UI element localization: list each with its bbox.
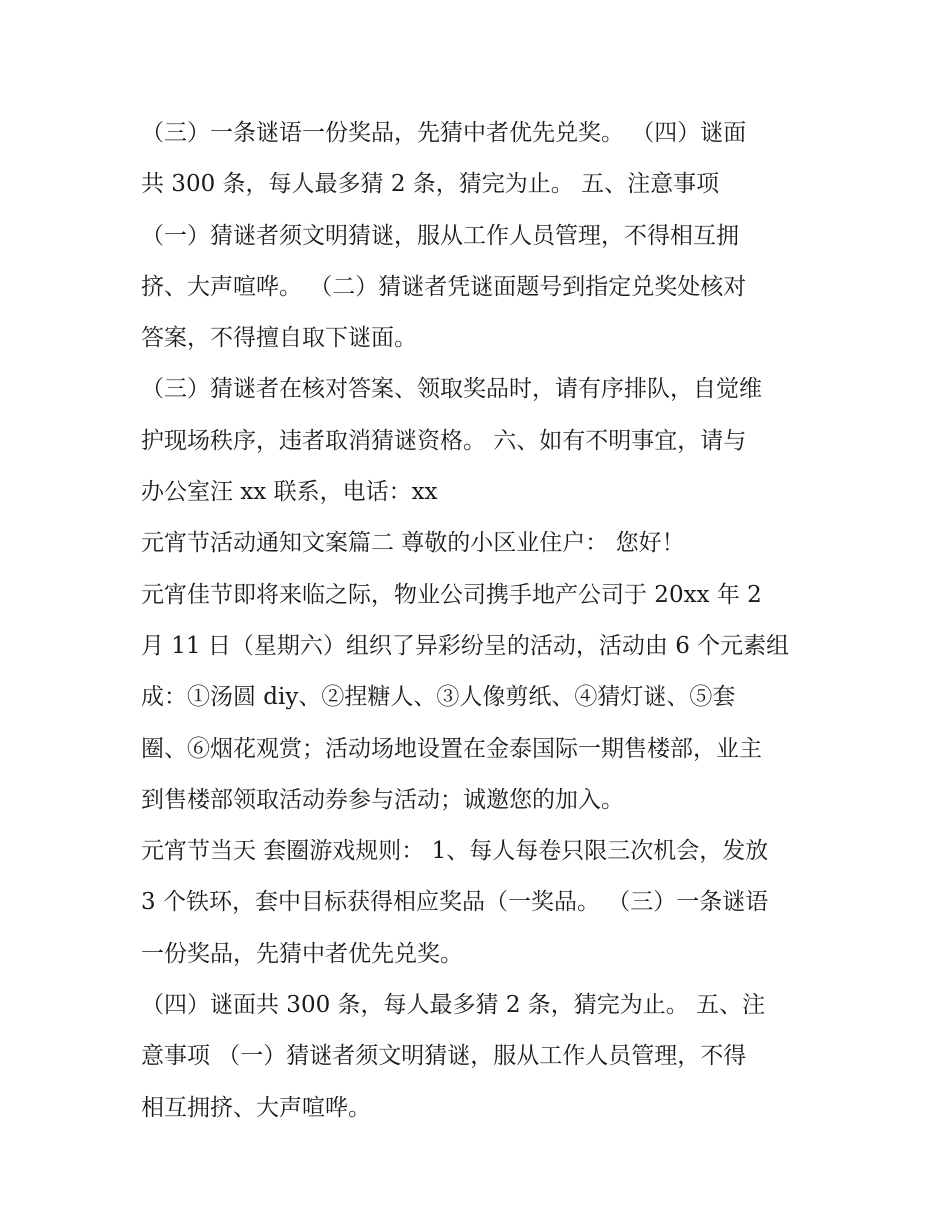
text-line: （一）猜谜者须文明猜谜，服从工作人员管理，不得相互拥 bbox=[141, 222, 739, 249]
text-line: 挤、大声喧哗。 （二）猜谜者凭谜面题号到指定兑奖处核对 bbox=[141, 273, 747, 300]
text-line: 护现场秩序，违者取消猜谜资格。 六、如有不明事宜，请与 bbox=[141, 427, 747, 454]
section-heading-line: 元宵节活动通知文案篇二 尊敬的小区业住户： 您好！ bbox=[141, 530, 685, 557]
text-line: 一份奖品，先猜中者优先兑奖。 bbox=[141, 940, 463, 967]
text-line: 共 300 条，每人最多猜 2 条，猜完为止。 五、注意事项 bbox=[141, 171, 720, 198]
text-line: 圈、⑥烟花观赏；活动场地设置在金泰国际一期售楼部，业主 bbox=[141, 735, 762, 762]
text-line: 月 11 日（星期六）组织了异彩纷呈的活动，活动由 6 个元素组 bbox=[141, 632, 790, 659]
text-line: （四）谜面共 300 条，每人最多猜 2 条，猜完为止。 五、注 bbox=[141, 992, 766, 1019]
text-line: 意事项 （一）猜谜者须文明猜谜，服从工作人员管理，不得 bbox=[141, 1043, 747, 1070]
text-line: （三）一条谜语一份奖品，先猜中者优先兑奖。 （四）谜面 bbox=[141, 120, 747, 146]
document-body bbox=[141, 108, 821, 1134]
text-line: 元宵节当天 套圈游戏规则： 1、每人每卷只限三次机会，发放 bbox=[141, 838, 769, 865]
text-line: 相互拥挤、大声喧哗。 bbox=[141, 1094, 371, 1121]
text-line: （三）猜谜者在核对答案、领取奖品时，请有序排队，自觉维 bbox=[141, 376, 762, 403]
text-line: 3 个铁环，套中目标获得相应奖品（一奖品。 （三）一条谜语 bbox=[141, 889, 769, 916]
text-line: 到售楼部领取活动券参与活动；诚邀您的加入。 bbox=[141, 786, 624, 813]
text-line: 元宵佳节即将来临之际，物业公司携手地产公司于 20xx 年 2 bbox=[141, 581, 762, 608]
text-line: 答案，不得擅自取下谜面。 bbox=[141, 325, 417, 352]
text-line: 办公室汪 xx 联系，电话：xx bbox=[141, 479, 438, 506]
text-line: 成：①汤圆 diy、②捏糖人、③人像剪纸、④猜灯谜、⑤套 bbox=[141, 684, 736, 711]
